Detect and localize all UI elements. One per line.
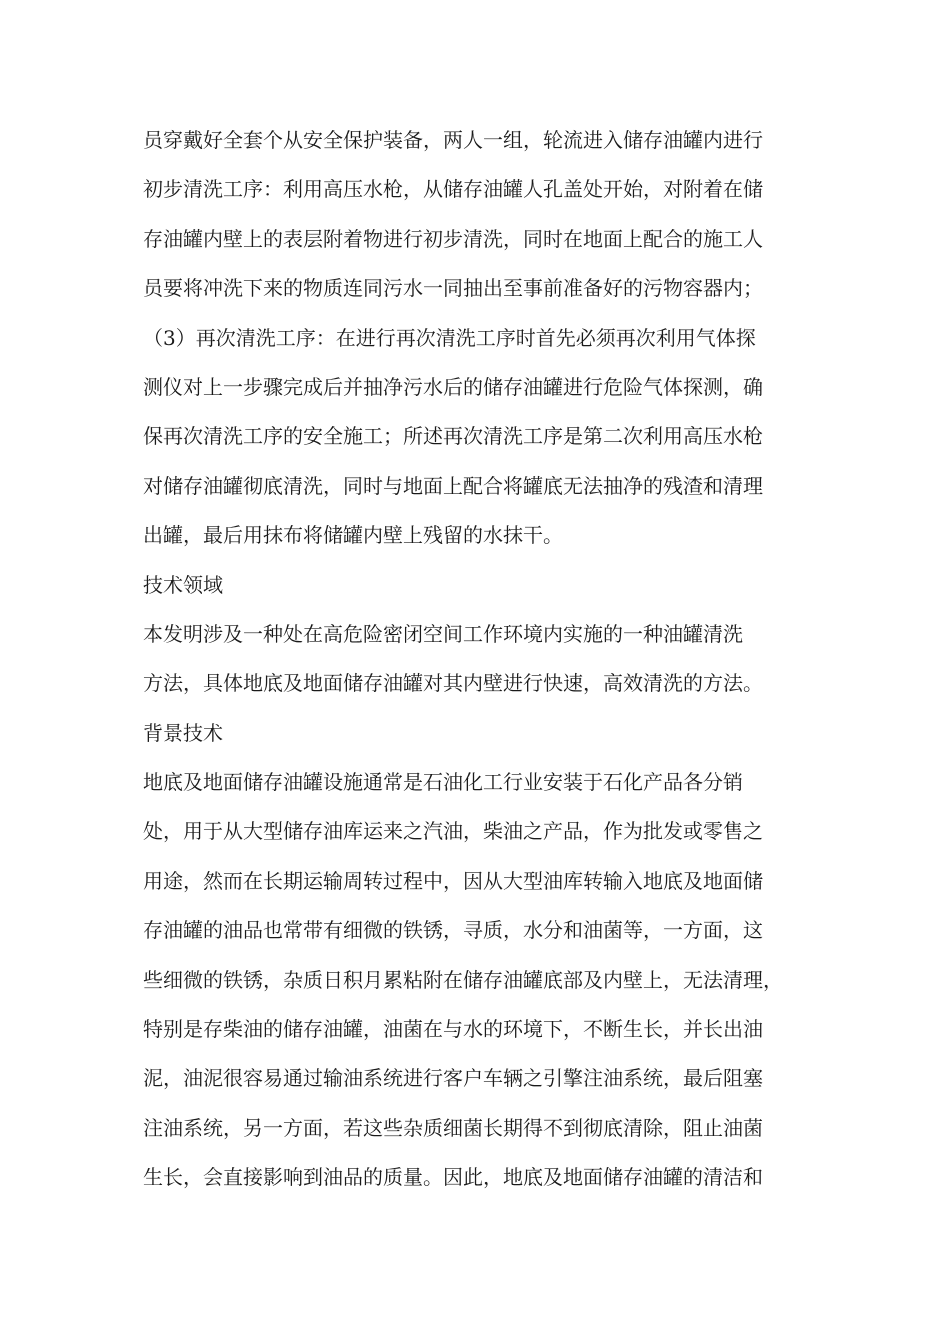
text-line: 些细微的铁锈，杂质日积月累粘附在储存油罐底部及内壁上，无法清理， bbox=[143, 967, 783, 992]
text-line: 用途，然而在长期运输周转过程中，因从大型油库转输入地底及地面储 bbox=[143, 868, 763, 893]
text-line: 本发明涉及一种处在高危险密闭空间工作环境内实施的一种油罐清洗 bbox=[143, 621, 743, 646]
text-line: 地底及地面储存油罐设施通常是石油化工行业安装于石化产品各分销 bbox=[143, 770, 743, 795]
text-line: 生长，会直接影响到油品的质量。因此，地底及地面储存油罐的清洁和 bbox=[143, 1165, 763, 1190]
text-line: 员穿戴好全套个从安全保护装备，两人一组，轮流进入储存油罐内进行 bbox=[143, 128, 763, 152]
text-line: 测仪对上一步骤完成后并抽净污水后的储存油罐进行危险气体探测，确 bbox=[143, 374, 763, 399]
text-line: （3）再次清洗工序：在进行再次清洗工序时首先必须再次利用气体探 bbox=[143, 325, 756, 350]
text-line: 初步清洗工序：利用高压水枪，从储存油罐人孔盖处开始，对附着在储 bbox=[143, 177, 763, 202]
text-line: 保再次清洗工序的安全施工；所述再次清洗工序是第二次利用高压水枪 bbox=[143, 424, 763, 449]
text-line: 注油系统，另一方面，若这些杂质细菌长期得不到彻底清除，阻止油菌 bbox=[143, 1115, 763, 1140]
text-line: 存油罐内壁上的表层附着物进行初步清洗，同时在地面上配合的施工人 bbox=[143, 226, 763, 251]
text-line: 特别是存柴油的储存油罐，油菌在与水的环境下，不断生长，并长出油 bbox=[143, 1017, 763, 1042]
document-body bbox=[143, 116, 813, 1203]
section-heading-technical-field: 技术领域 bbox=[143, 572, 223, 597]
text-line: 对储存油罐彻底清洗，同时与地面上配合将罐底无法抽净的残渣和清理 bbox=[143, 473, 763, 498]
text-line: 泥，油泥很容易通过输油系统进行客户车辆之引擎注油系统，最后阻塞 bbox=[143, 1066, 763, 1091]
text-line: 存油罐的油品也常带有细微的铁锈，寻质，水分和油菌等，一方面，这 bbox=[143, 918, 763, 943]
text-line: 出罐，最后用抹布将储罐内壁上残留的水抹干。 bbox=[143, 523, 563, 548]
text-line: 方法，具体地底及地面储存油罐对其内壁进行快速，高效清洗的方法。 bbox=[143, 671, 763, 696]
text-line: 员要将冲洗下来的物质连同污水一同抽出至事前准备好的污物容器内； bbox=[143, 276, 763, 301]
text-line: 处，用于从大型储存油库运来之汽油，柴油之产品，作为批发或零售之 bbox=[143, 819, 763, 844]
section-heading-background: 背景技术 bbox=[143, 720, 223, 745]
